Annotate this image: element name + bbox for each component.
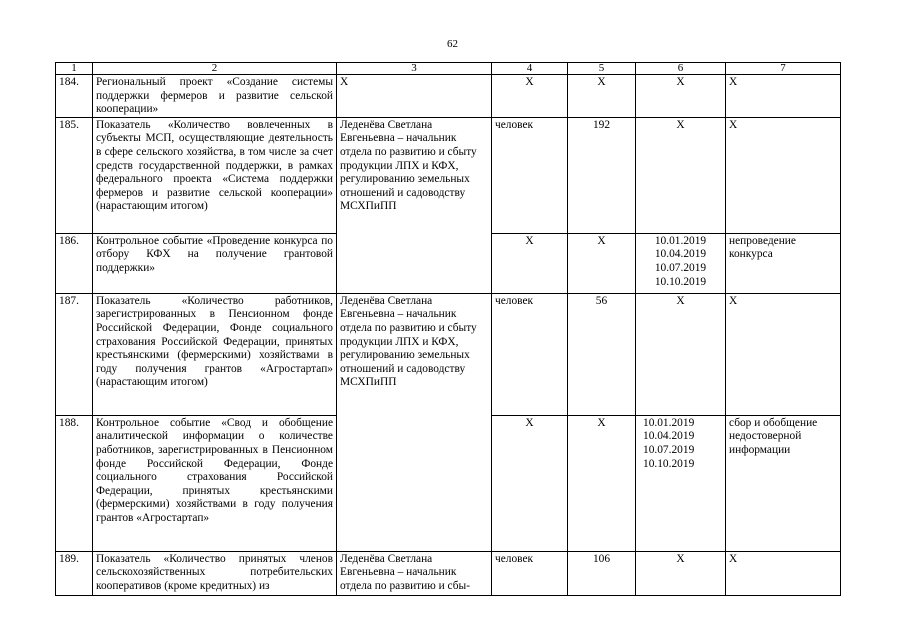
plan-table bbox=[55, 62, 841, 596]
column-header: 7 bbox=[726, 63, 841, 75]
row-dates bbox=[636, 117, 726, 233]
row-date: 10.01.2019 bbox=[654, 234, 707, 247]
row-dates bbox=[636, 233, 726, 293]
row-risk: сбор и обобщение недостоверной информации bbox=[726, 415, 841, 551]
row-risk: непроведение конкурса bbox=[726, 233, 841, 293]
row-unit: Х bbox=[492, 415, 568, 551]
row-responsible: Леденёва Светлана Евгеньевна – начальник отдела по развитию и сбыту продукции ЛПХ и КФХ, регулированию земельных отношений и садоводству МСХПиПП bbox=[337, 117, 492, 293]
table-row bbox=[56, 293, 841, 415]
row-date: 10.07.2019 bbox=[654, 261, 707, 274]
row-number: 188. bbox=[56, 415, 93, 551]
table-row bbox=[56, 551, 841, 595]
row-value: 106 bbox=[568, 551, 636, 595]
row-value: Х bbox=[568, 415, 636, 551]
row-unit: человек bbox=[492, 551, 568, 595]
row-responsible: Х bbox=[337, 75, 492, 118]
row-dates bbox=[636, 293, 726, 415]
table-row bbox=[56, 75, 841, 118]
column-header: 4 bbox=[492, 63, 568, 75]
row-dates bbox=[636, 415, 726, 551]
row-date: 10.10.2019 bbox=[643, 457, 695, 470]
row-date: Х bbox=[676, 76, 685, 88]
row-responsible: Леденёва Светлана Евгеньевна – начальник отдела по развитию и сбы- bbox=[337, 551, 492, 595]
row-name: Показатель «Количество принятых членов сельскохозяйственных потребительских кооперативов (кроме кредитных) из bbox=[93, 551, 337, 595]
row-unit: человек bbox=[492, 117, 568, 233]
row-number: 184. bbox=[56, 75, 93, 118]
row-date: 10.01.2019 bbox=[643, 416, 695, 429]
column-header: 2 bbox=[93, 63, 337, 75]
row-date: 10.04.2019 bbox=[654, 248, 707, 261]
row-value: 192 bbox=[568, 117, 636, 233]
row-value: Х bbox=[568, 75, 636, 118]
column-header: 3 bbox=[337, 63, 492, 75]
row-date: Х bbox=[676, 552, 685, 565]
column-header: 1 bbox=[56, 63, 93, 75]
row-risk: Х bbox=[726, 117, 841, 233]
row-value: 56 bbox=[568, 293, 636, 415]
page-number: 62 bbox=[447, 38, 458, 50]
row-responsible: Леденёва Светлана Евгеньевна – начальник отдела по развитию и сбыту продукции ЛПХ и КФХ, регулированию земельных отношений и садоводству МСХПиПП bbox=[337, 293, 492, 551]
column-header: 6 bbox=[636, 63, 726, 75]
column-header: 5 bbox=[568, 63, 636, 75]
row-value: Х bbox=[568, 233, 636, 293]
row-date: 10.07.2019 bbox=[643, 443, 695, 456]
row-number: 187. bbox=[56, 293, 93, 415]
row-dates bbox=[636, 75, 726, 118]
row-name: Региональный проект «Создание системы поддержки фермеров и развитие сельской кооперации» bbox=[93, 75, 337, 118]
row-name: Показатель «Количество работников, зарегистрированных в Пенсионном фонде Российской Федерации, Фонде социального страхования Российской Федерации, принятых крестьянскими (фермерскими) хозяйствами в году получения грантов «Агростартап» (нарастающим итогом) bbox=[93, 293, 337, 415]
row-unit: человек bbox=[492, 293, 568, 415]
row-number: 186. bbox=[56, 233, 93, 293]
row-name: Контрольное событие «Проведение конкурса по отбору КФХ на получение грантовой поддержки» bbox=[93, 233, 337, 293]
row-dates bbox=[636, 551, 726, 595]
row-unit: Х bbox=[492, 75, 568, 118]
row-number: 189. bbox=[56, 551, 93, 595]
row-name: Контрольное событие «Свод и обобщение аналитической информации о количестве работников, зарегистрированных в Пенсионном фонде Российской Федерации, Фонде социального страхования Российской Федерации, принятых крестьянскими (фермерскими) хозяйствами в году получения грантов «Агростартап» bbox=[93, 415, 337, 551]
row-risk: Х bbox=[726, 75, 841, 118]
row-date: 10.10.2019 bbox=[654, 275, 707, 288]
row-date: Х bbox=[676, 294, 685, 307]
row-name: Показатель «Количество вовлеченных в субъекты МСП, осуществляющие деятельность в сфере сельского хозяйства, в том числе за счет средств государственной поддержки, в рамках федерального проекта «Система поддержки фермеров и развитие сельской кооперации» (нарастающим итогом) bbox=[93, 117, 337, 233]
row-date: Х bbox=[676, 118, 685, 131]
table-row bbox=[56, 117, 841, 233]
row-risk: Х bbox=[726, 551, 841, 595]
row-risk: Х bbox=[726, 293, 841, 415]
row-date: 10.04.2019 bbox=[643, 430, 695, 443]
row-unit: Х bbox=[492, 233, 568, 293]
row-number: 185. bbox=[56, 117, 93, 233]
header-row bbox=[56, 63, 841, 75]
